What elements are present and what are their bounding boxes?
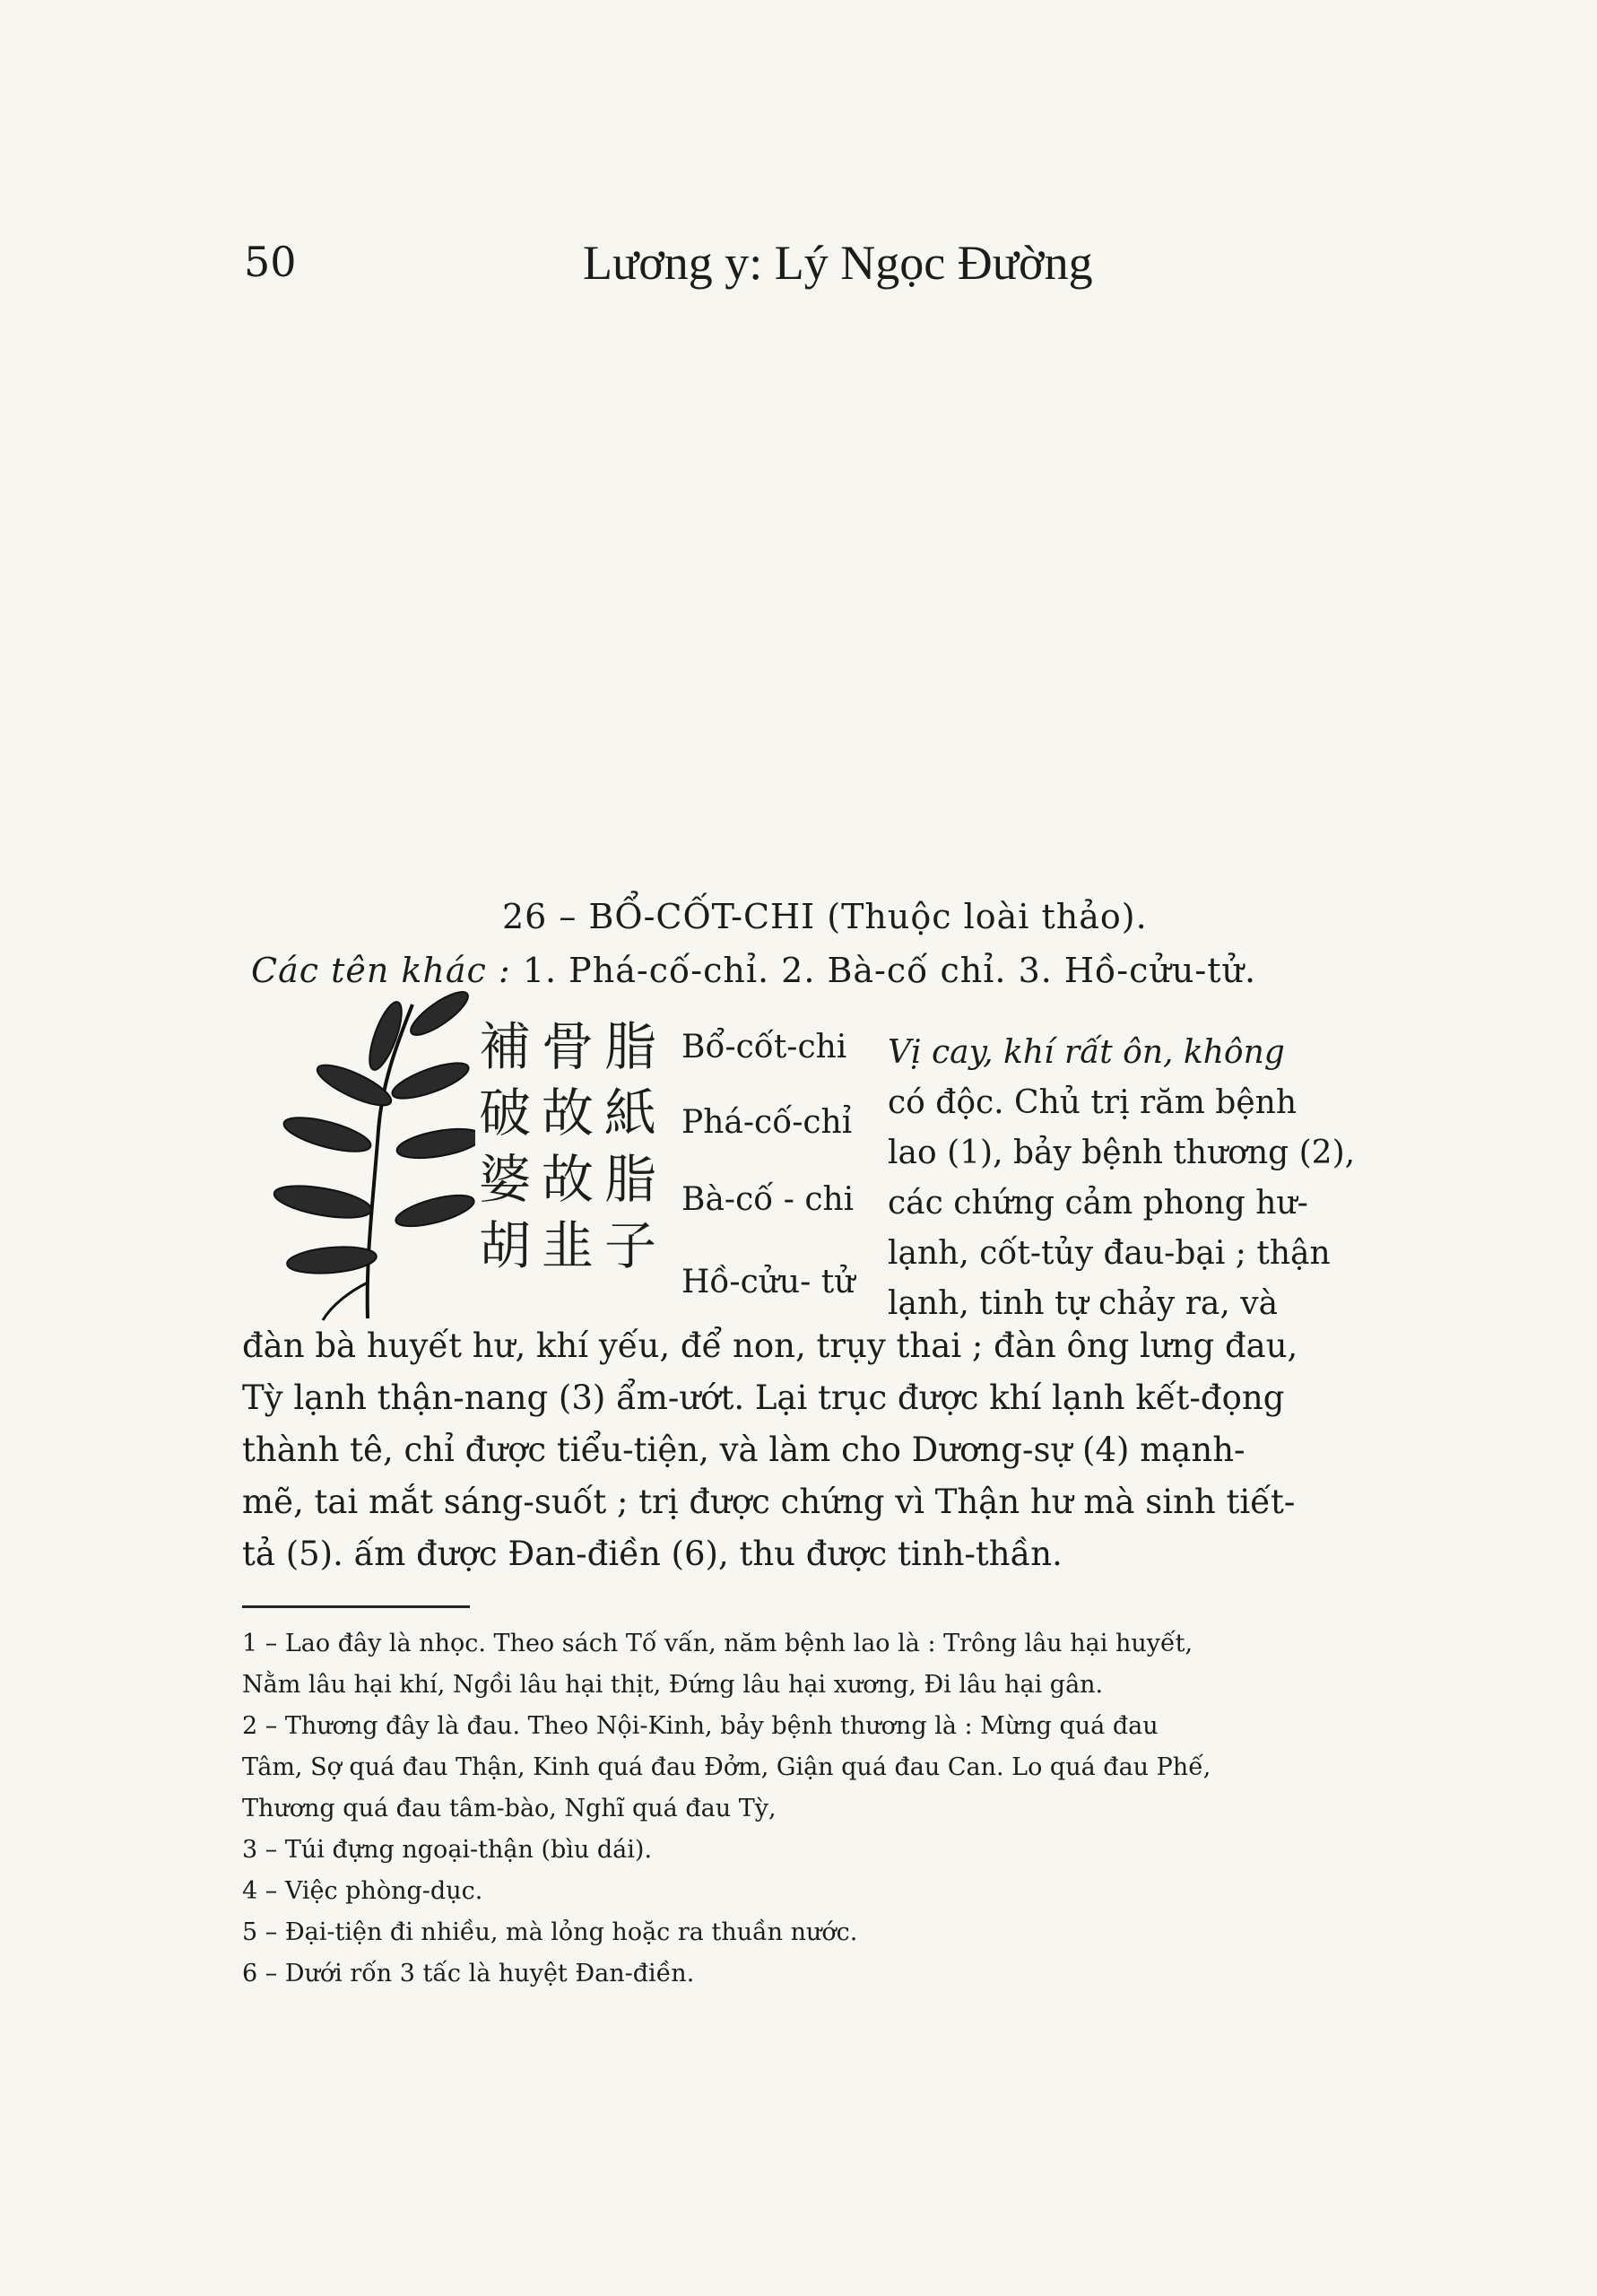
footnote-line: 1 – Lao đây là nhọc. Theo sách Tố vấn, năm bệnh lao là : Trông lâu hại huyết, <box>242 1630 1193 1657</box>
footnote-line: 2 – Thương đây là đau. Theo Nội-Kinh, bảy bệnh thương là : Mừng quá đau <box>242 1712 1159 1740</box>
hanzi-char: 故 <box>541 1149 594 1210</box>
footnote-line: Tâm, Sợ quá đau Thận, Kinh quá đau Đởm, Giận quá đau Can. Lo quá đau Phế, <box>242 1753 1211 1781</box>
description-body <box>242 1320 1399 1580</box>
hanzi-char: 子 <box>603 1215 656 1276</box>
footnote-line: 5 – Đại-tiện đi nhiều, mà lỏng hoặc ra thuần nước. <box>242 1918 858 1946</box>
text-line: thành tê, chỉ được tiểu-tiện, và làm cho Dương-sự (4) mạnh- <box>242 1431 1245 1469</box>
footnote-rule <box>242 1605 470 1608</box>
running-head: Lương y: Lý Ngọc Đường <box>583 236 1093 290</box>
text-line: tả (5). ấm được Đan-điền (6), thu được tinh-thần. <box>242 1535 1063 1573</box>
other-names <box>251 951 1256 990</box>
other-names-lead: Các tên khác : <box>251 951 511 990</box>
text-line: lao (1), bảy bệnh thương (2), <box>888 1135 1356 1171</box>
text-line: có độc. Chủ trị răm bệnh <box>888 1084 1298 1121</box>
footnote-line: 3 – Túi đựng ngoại-thận (bìu dái). <box>242 1836 653 1864</box>
plant-illustration <box>260 987 475 1327</box>
page-number: 50 <box>244 238 297 286</box>
footnotes <box>242 1623 1408 1995</box>
hanzi-char: 故 <box>541 1083 594 1144</box>
footnote-line: 4 – Việc phòng-dục. <box>242 1877 483 1905</box>
text-line: lạnh, tinh tự chảy ra, và <box>888 1285 1279 1322</box>
footnote-line: Thương quá đau tâm-bào, Nghĩ quá đau Tỳ, <box>242 1795 777 1822</box>
hanzi-char: 韭 <box>541 1215 594 1276</box>
entry-title: 26 – BỔ-CỐT-CHI (Thuộc loài thảo). <box>502 897 1148 936</box>
hanzi-char: 脂 <box>603 1149 656 1210</box>
hanzi-char: 補 <box>478 1016 531 1077</box>
hanzi-char: 骨 <box>541 1016 594 1077</box>
hanzi-char: 婆 <box>478 1149 531 1210</box>
text-line: các chứng cảm phong hư- <box>888 1185 1308 1222</box>
text-line: đàn bà huyết hư, khí yếu, để non, trụy thai ; đàn ông lưng đau, <box>242 1326 1298 1365</box>
viet-name: Hồ-cửu- tử <box>681 1264 855 1300</box>
text-line: Tỳ lạnh thận-nang (3) ẩm-ướt. Lại trục được khí lạnh kết-đọng <box>242 1378 1285 1417</box>
hanzi-char: 胡 <box>478 1215 531 1276</box>
text-line: mẽ, tai mắt sáng-suốt ; trị được chứng vì Thận hư mà sinh tiết- <box>242 1483 1296 1521</box>
chinese-names-grid <box>473 1013 662 1279</box>
description-side <box>888 1028 1390 1329</box>
hanzi-char: 破 <box>478 1083 531 1144</box>
footnote-line: 6 – Dưới rốn 3 tấc là huyệt Đan-điền. <box>242 1960 695 1987</box>
footnote-line: Nằm lâu hại khí, Ngồi lâu hại thịt, Đứng lâu hại xương, Đi lâu hại gân. <box>242 1671 1104 1699</box>
viet-name: Bà-cố - chi <box>681 1181 855 1218</box>
hanzi-char: 紙 <box>603 1083 656 1144</box>
viet-name: Phá-cố-chỉ <box>681 1104 853 1141</box>
viet-name: Bổ-cốt-chi <box>681 1029 847 1065</box>
other-names-list: 1. Phá-cố-chỉ. 2. Bà-cố chỉ. 3. Hồ-cửu-tử. <box>522 951 1257 990</box>
hanzi-char: 脂 <box>603 1016 656 1077</box>
text-line: lạnh, cốt-tủy đau-bại ; thận <box>888 1235 1331 1272</box>
text-line: Vị cay, khí rất ôn, không <box>888 1034 1285 1071</box>
